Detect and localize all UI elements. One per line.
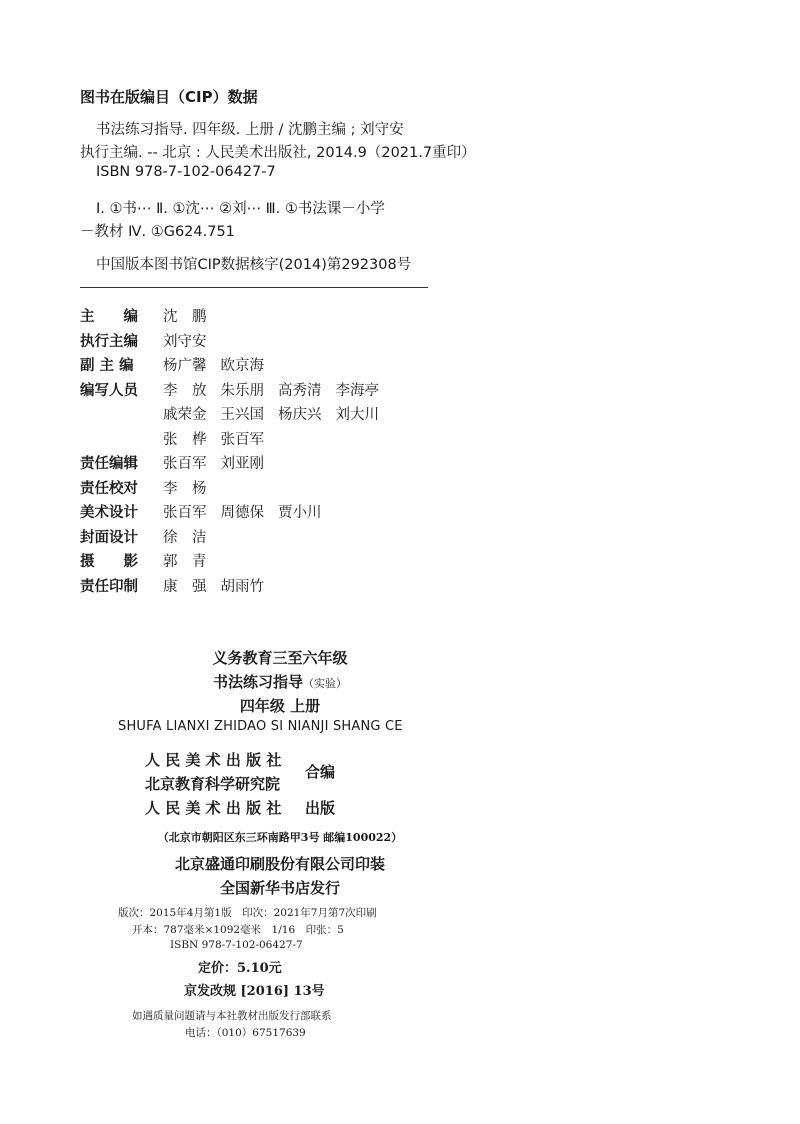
credit-name: 李海亭 [335, 383, 379, 399]
credit-role: 美术设计 [80, 505, 138, 521]
book-title: 书法练习指导 [212, 673, 303, 691]
pinyin-title: SHUFA LIANXI ZHIDAO SI NIANJI SHANG CE [118, 719, 403, 734]
credit-names [163, 305, 221, 326]
distributor: 全国新华书店发行 [219, 879, 340, 897]
credit-role: 副 主 编 [80, 358, 134, 374]
quality-note: 如遇质量问题请与本社教材出版发行部联系 [132, 1010, 332, 1022]
credit-role: 责任编辑 [80, 456, 138, 472]
cip-line-3: ISBN 978-7-102-06427-7 [96, 164, 276, 180]
credit-role: 编写人员 [80, 383, 138, 399]
credit-name: 张百军 [163, 505, 207, 521]
credit-name: 贾小川 [278, 505, 322, 521]
credit-names [163, 452, 278, 473]
credit-name: 杨庆兴 [278, 407, 322, 423]
credit-role: 主 编 [80, 309, 138, 325]
credit-name: 刘亚刚 [220, 456, 264, 472]
credit-role: 责任校对 [80, 481, 138, 497]
price: 定价：5.10元 [198, 961, 282, 976]
cip-line-6: 中国版本图书馆CIP数据核字(2014)第292308号 [96, 257, 412, 273]
credit-names [163, 428, 278, 449]
credit-name: 康 强 [163, 579, 207, 595]
publisher-issuing: 人 民 美 术 出 版 社 [145, 799, 282, 817]
credit-names [163, 354, 278, 375]
credit-name: 张 桦 [163, 432, 207, 448]
format-info: 开本：787毫米×1092毫米 1/16 印张：5 [132, 924, 344, 936]
cip-line-5: －教材 Ⅳ. ①G624.751 [80, 224, 235, 240]
credit-names [163, 501, 336, 522]
credit-role: 责任印制 [80, 579, 138, 595]
approval-number: 京发改规 [2016] 13号 [184, 984, 325, 999]
credit-name: 沈 鹏 [163, 309, 207, 325]
printer: 北京盛通印刷股份有限公司印装 [174, 855, 385, 873]
credit-names [163, 575, 278, 596]
credit-names [163, 477, 221, 498]
book-title-line [0, 671, 560, 692]
cip-title: 图书在版编目（CIP）数据 [80, 88, 258, 106]
cip-line-2: 执行主编. -- 北京 : 人民美术出版社, 2014.9（2021.7重印） [80, 145, 476, 161]
credit-names [163, 403, 393, 424]
credit-names [163, 379, 393, 400]
credit-name: 高秀清 [278, 383, 322, 399]
credit-name: 李 放 [163, 383, 207, 399]
edition-info: 版次：2015年4月第1版 印次：2021年7月第7次印刷 [118, 907, 377, 919]
series-title: 义务教育三至六年级 [212, 649, 348, 667]
divider-rule [80, 287, 428, 288]
credit-names [163, 526, 221, 547]
cip-line-4: Ⅰ. ①书⋯ Ⅱ. ①沈⋯ ②刘⋯ Ⅲ. ①书法课－小学 [96, 201, 385, 217]
contact-phone: 电话：（010）67517639 [185, 1027, 306, 1039]
credit-name: 郭 青 [163, 554, 207, 570]
volume-title: 四年级 上册 [239, 697, 321, 715]
credit-name: 徐 洁 [163, 530, 207, 546]
credit-names [163, 550, 221, 571]
credit-name: 刘守安 [163, 334, 207, 350]
credit-name: 周德保 [220, 505, 264, 521]
credit-role: 封面设计 [80, 530, 138, 546]
publisher-address: （北京市朝阳区东三环南路甲3号 邮编100022） [157, 831, 403, 844]
book-title-note: （实验） [303, 677, 347, 690]
co-edit-label: 合编 [305, 763, 336, 781]
credit-name: 戚荣金 [163, 407, 207, 423]
publish-label: 出版 [305, 799, 336, 817]
publisher-people-fine-arts: 人 民 美 术 出 版 社 [145, 751, 282, 769]
publisher-beijing-academy: 北京教育科学研究院 [145, 775, 281, 793]
credit-name: 张百军 [220, 432, 264, 448]
credit-name: 朱乐朋 [220, 383, 264, 399]
credit-name: 张百军 [163, 456, 207, 472]
credit-role: 摄 影 [80, 554, 138, 570]
cip-line-1: 书法练习指导. 四年级. 上册 / 沈鹏主编 ; 刘守安 [96, 122, 404, 138]
credit-name: 王兴国 [220, 407, 264, 423]
credit-name: 刘大川 [335, 407, 379, 423]
credit-role: 执行主编 [80, 334, 138, 350]
isbn-info: ISBN 978-7-102-06427-7 [170, 939, 303, 951]
credit-name: 李 杨 [163, 481, 207, 497]
credit-names [163, 330, 221, 351]
credit-name: 杨广馨 [163, 358, 207, 374]
credit-name: 胡雨竹 [220, 579, 264, 595]
credit-name: 欧京海 [220, 358, 264, 374]
